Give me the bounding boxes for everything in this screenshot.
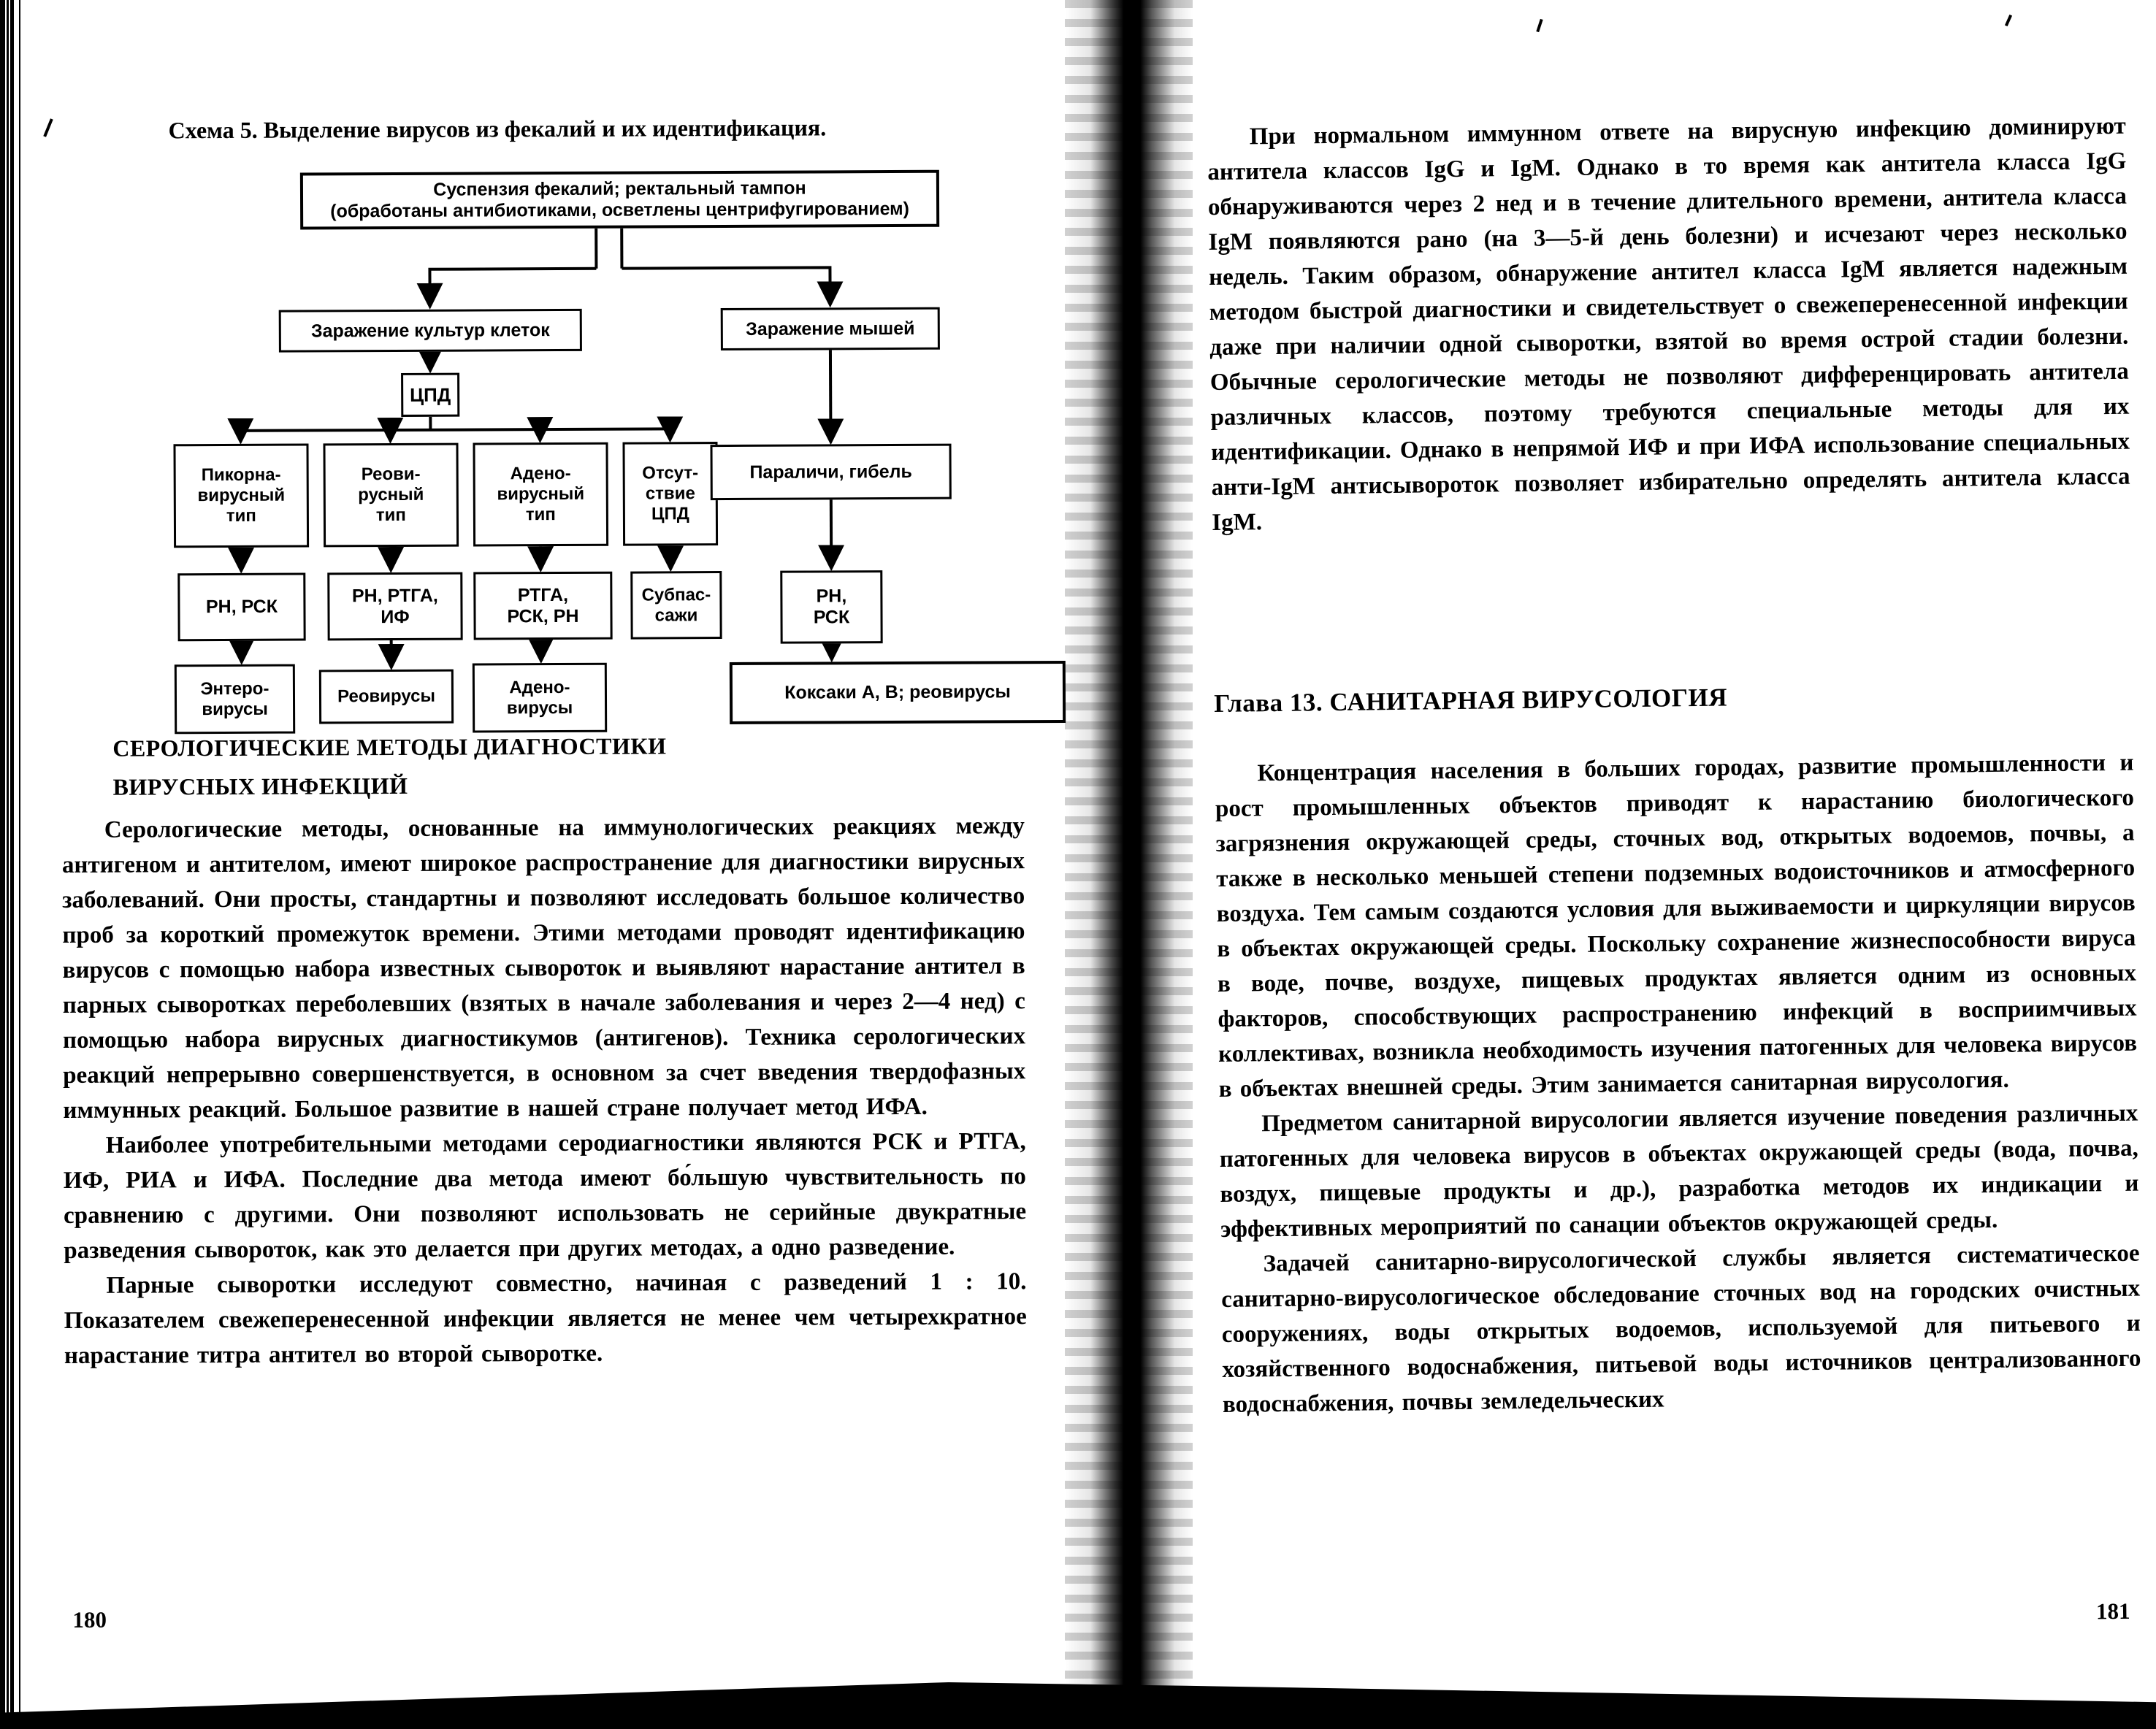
flowchart-node-mice-infection: Заражение мышей	[721, 307, 940, 350]
flowchart-node-enteroviruses: Энтеро- вирусы	[175, 664, 295, 735]
flowchart-node-subpassages: Субпас- сажи	[630, 571, 722, 640]
flowchart-node-picornavirus-type: Пикорна- вирусный тип	[173, 443, 309, 548]
flowchart-node-adenovirus-type: Адено- вирусный тип	[473, 442, 608, 547]
flowchart-node-no-cpe: Отсут- ствие ЦПД	[622, 442, 718, 546]
flowchart-node-coxsackie: Коксаки А, В; реовирусы	[730, 661, 1066, 724]
flowchart-node-tests-mice: РН, РСК	[780, 570, 882, 644]
right-page-body-top	[1207, 109, 2131, 540]
flowchart-node-tests-picorna: РН, РСК	[177, 573, 305, 642]
scheme-title: Схема 5. Выделение вирусов из фекалий и их идентификация.	[168, 114, 827, 144]
flowchart-node-tests-adeno: РТГА, РСК, РН	[473, 572, 612, 640]
page-number-180: 180	[72, 1606, 107, 1633]
paragraph: Парные сыворотки исследуют совместно, начиная с разведений 1 : 10. Показателем свежеперенесенной инфекции является не менее чем четырехкратное нарастание титра антител во второй сыворотке.	[64, 1268, 1027, 1369]
page-left	[29, 0, 1092, 1729]
paragraph: Серологические методы, основанные на иммунологических реакциях между антигеном и антителом, имеют широкое распространение для диагностики вирусных заболеваний. Они просты, стандартны и позволяют исследовать большое количество проб за короткий промежуток времени. Этими методами проводят идентификацию вирусов с помощью набора известных сывороток и выявляют нарастание антител в парных сыворотках переболевших (взятых в начале заболевания и через 2—4 нед) с помощью набора вирусных диагностикумов (антигенов). Техника серологических реакций непрерывно совершенствуется, в основном за счет введения твердофазных иммунных реакций. Большое развитие в нашей стране получает метод ИФА.	[61, 813, 1026, 1124]
flowchart-node-paralysis-death: Параличи, гибель	[710, 444, 951, 500]
page-right	[1177, 0, 2156, 1729]
section-heading-line1: СЕРОЛОГИЧЕСКИЕ МЕТОДЫ ДИАГНОСТИКИ	[112, 732, 667, 762]
paragraph: При нормальном иммунном ответе на вирусную инфекцию доминируют антитела классов IgG и IgM. Однако в то время как антитела класса IgG обнаруживаются через 2 нед и в течение длительного времени, антитела класса IgM появляются рано (на 3—5-й день болезни) и исчезают через несколько недель. Таким образом, обнаружение антител класса IgM является надежным методом быстрой диагностики и свидетельствует о свежеперенесенной инфекции даже при наличии одной сыворотки, взятой во время острой стадии болезни. Обычные серологические методы не позволяют дифференцировать антитела различных классов, поэтому требуются специальные методы для их идентификации. Однако в непрямой ИФ и при ИФА использование специальных анти-IgM антисывороток позволяет избирательно определять антитела класса IgM.	[1207, 112, 2130, 537]
section-heading-line2: ВИРУСНЫХ ИНФЕКЦИЙ	[112, 772, 408, 800]
paragraph: Задачей санитарно-вирусологической службы является систематическое санитарно-вирусологическое обследование сточных вод на городских очистных сооружениях, воды открытых водоемов, используемой для питьевого и хозяйственного водоснабжения, питьевой воды источников централизованного водоснабжения, почвы земледельческих	[1221, 1240, 2141, 1418]
scan-edge-artifact	[0, 0, 26, 1729]
flowchart-node-adenoviruses: Адено- вирусы	[473, 663, 607, 733]
paragraph: Предметом санитарной вирусологии является изучение поведения различных патогенных для человека вирусов в объектах окружающей среды (вода, почва, воздух, пищевые продукты и др.), разработка методов их индикации и эффективных мероприятий по санации объектов окружающей среды.	[1219, 1100, 2139, 1243]
section-heading	[112, 727, 667, 806]
page-number-181: 181	[2095, 1598, 2130, 1625]
flowchart-node-reoviruses: Реовирусы	[319, 670, 454, 724]
flowchart-node-cpe: ЦПД	[401, 373, 459, 417]
flowchart-node-cell-culture: Заражение культур клеток	[279, 309, 582, 353]
right-page-body-main	[1215, 745, 2141, 1422]
flowchart-node-suspension: Суспензия фекалий; ректальный тампон (обработаны антибиотиками, осветлены центрифугированием)	[300, 170, 939, 230]
flowchart-node-tests-reo: РН, РТГА, ИФ	[327, 572, 462, 641]
virus-isolation-flowchart	[161, 164, 1077, 745]
chapter-heading: Глава 13. САНИТАРНАЯ ВИРУСОЛОГИЯ	[1214, 683, 1728, 718]
paragraph: Наиболее употребительными методами серодиагностики являются РСК и РТГА, ИФ, РИА и ИФА. Последние два метода имеют бо́льшую чувствительность по сравнению с другими. Они позволяют использовать не серийные двукратные разведения сывороток, как это делается при других методах, а одно разведение.	[63, 1128, 1027, 1264]
left-page-body	[62, 808, 1027, 1373]
paragraph: Концентрация населения в больших городах, развитие промышленности и рост промышленных объектов приводят к нарастанию биологического загрязнения окружающей среды, сточных вод, открытых водоемов, почвы, а также в несколько меньшей степени подземных водоисточников и атмосферного воздуха. Тем самым создаются условия для выживаемости и циркуляции вирусов в объектах окружающей среды. Поскольку сохранение жизнеспособности вируса в воде, почве, воздухе, пищевых продуктах является одним из основных факторов, способствующих распространению инфекций в восприимчивых коллективах, возникла необходимость изучения патогенных для человека вирусов в объектах внешней среды. Этим занимается санитарная вирусология.	[1215, 749, 2138, 1103]
flowchart-node-reovirus-type: Реови- русный тип	[323, 443, 459, 548]
